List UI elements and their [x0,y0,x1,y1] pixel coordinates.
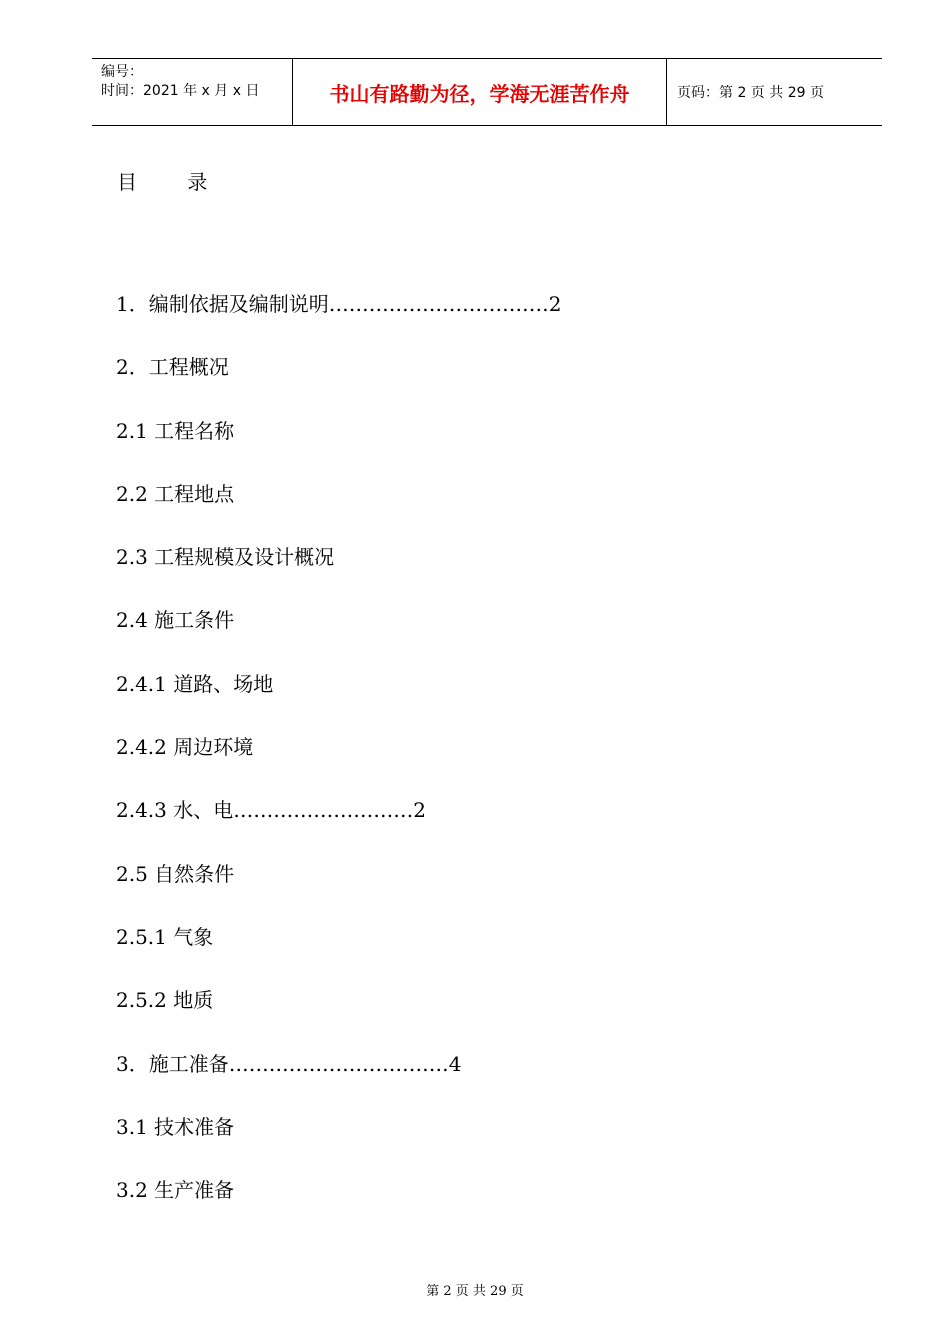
toc-entry-text: 2.3 工程规模及设计概况 [116,545,335,570]
toc-entry[interactable] [116,918,561,981]
header-motto: 书山有路勤为径，学海无涯苦作舟 [293,59,667,125]
toc-entry-page: 2 [548,292,562,316]
toc-entry-text: 2.5.1 气象 [116,924,214,949]
header-meta [92,59,293,125]
toc-entry-leader: …………………………… [328,292,549,316]
toc-entry[interactable] [116,981,561,1044]
toc-entry-page: 2 [413,798,426,823]
toc-entry-text: 2.4 施工条件 [116,608,235,633]
toc-entry[interactable] [116,791,561,854]
toc-entry[interactable] [116,538,561,601]
code-label: 编号： [101,64,143,80]
page-footer: 第 2 页 共 29 页 [426,1284,524,1299]
toc-entry[interactable] [116,1171,561,1234]
toc-entry-text: 3.2 生产准备 [116,1178,235,1203]
toc-entry[interactable] [116,348,561,411]
toc-entry[interactable] [116,601,561,664]
toc-entry[interactable] [116,665,561,728]
toc-entry-text: 3.1 技术准备 [116,1114,235,1139]
toc-entry[interactable] [116,1108,561,1171]
time-label: 时间：2021 年 x 月 x 日 [101,83,260,99]
toc-entry-leader: ……………………… [233,798,414,823]
toc-entry-text: 2.4.1 道路、场地 [116,671,274,696]
toc-entry-text: 2.1 工程名称 [116,418,235,443]
toc-entry[interactable] [116,728,561,791]
toc-entry-text: 2．工程概况 [116,355,229,380]
header-page-info: 页码：第 2 页 共 29 页 [677,85,824,101]
toc-entry-text: 2.4.3 水、电 [116,798,234,823]
toc-entry[interactable] [116,412,561,475]
toc-title: 目 录 [117,170,230,194]
toc-entry[interactable] [116,475,561,538]
toc-entry[interactable] [116,285,561,348]
toc-entry-text: 2.5.2 地质 [116,988,214,1013]
toc-entry-text: 2.2 工程地点 [116,481,235,506]
toc-entry[interactable] [116,855,561,918]
toc-entry-text: 2.4.2 周边环境 [116,735,254,760]
page-header [92,58,882,126]
toc-entry-text: 1．编制依据及编制说明 [116,292,329,316]
toc-entry-text: 3．施工准备 [116,1051,229,1076]
toc-entry[interactable] [116,1045,561,1108]
toc-entry-text: 2.5 自然条件 [116,861,235,886]
toc-entry-page: 4 [448,1051,462,1076]
table-of-contents [116,285,561,1234]
toc-entry-leader: …………………………… [228,1051,449,1076]
